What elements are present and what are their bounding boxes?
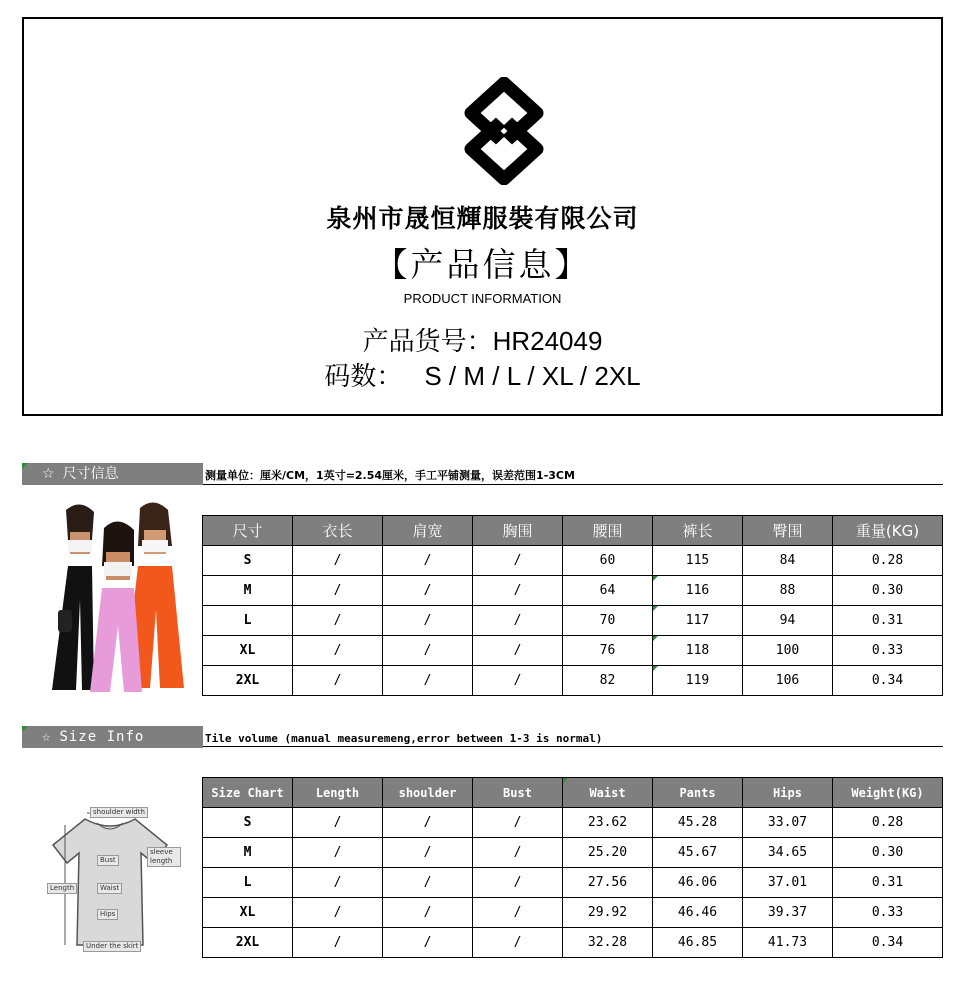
dress-outline-icon (35, 805, 185, 955)
company-name: 泉州市晟恒輝服裝有限公司 (326, 204, 639, 233)
en-measure-note: Tile volume (manual measuremeng,error between 1-3 is normal) (205, 732, 603, 745)
table-cell: / (293, 666, 383, 696)
product-info-card (22, 17, 943, 416)
header-cell: Size Chart (203, 778, 293, 808)
table-cell: / (473, 838, 563, 868)
cell-text: Waist (589, 785, 626, 800)
size-range-label: 码数： (324, 361, 403, 391)
table-cell: / (473, 666, 563, 696)
cell-marker-icon (653, 666, 658, 671)
table-cell: 25.20 (563, 838, 653, 868)
section-title: 【产品信息】 (374, 245, 591, 284)
bust-label: Bust (97, 855, 119, 866)
table-cell: 82 (563, 666, 653, 696)
table-cell: 33.07 (743, 808, 833, 838)
cn-section-bar (22, 463, 203, 485)
sleeve-label: sleeve length (147, 847, 181, 867)
table-cell: / (383, 546, 473, 576)
table-cell (653, 666, 743, 696)
table-cell: / (473, 808, 563, 838)
table-cell: / (293, 868, 383, 898)
table-cell: / (473, 928, 563, 958)
measurement-diagram (35, 805, 185, 955)
size-cell: L (203, 606, 293, 636)
cell-marker-icon (653, 606, 658, 611)
table-cell: 0.33 (833, 636, 943, 666)
cell-marker-icon (22, 726, 28, 732)
table-cell: 0.28 (833, 546, 943, 576)
star-icon: ☆ (42, 466, 55, 482)
table-cell (653, 576, 743, 606)
header-cell: 重量(KG) (833, 516, 943, 546)
table-header-row (203, 778, 943, 808)
header-cell: 尺寸 (203, 516, 293, 546)
size-cell: S (203, 546, 293, 576)
table-cell: 37.01 (743, 868, 833, 898)
cell-marker-icon (22, 463, 28, 469)
table-row (203, 898, 943, 928)
table-cell: 0.34 (833, 666, 943, 696)
cell-text: 116 (685, 583, 710, 598)
table-cell: 29.92 (563, 898, 653, 928)
cell-text: 117 (685, 613, 710, 628)
header-cell: 胸围 (473, 516, 563, 546)
table-cell: / (293, 838, 383, 868)
table-row (203, 838, 943, 868)
waist-label: Waist (97, 883, 122, 894)
table-row (203, 928, 943, 958)
cn-note-rule (203, 484, 943, 485)
header-cell: 臀围 (743, 516, 833, 546)
cell-marker-icon (563, 778, 568, 783)
table-row (203, 606, 943, 636)
table-cell: / (383, 606, 473, 636)
table-cell: / (383, 636, 473, 666)
cn-size-table (202, 515, 943, 696)
length-label: Length (47, 883, 77, 894)
size-cell: L (203, 868, 293, 898)
header-cell: Length (293, 778, 383, 808)
table-cell: 0.33 (833, 898, 943, 928)
table-cell: / (383, 666, 473, 696)
header-cell: 衣长 (293, 516, 383, 546)
table-cell: 46.46 (653, 898, 743, 928)
table-cell: / (383, 928, 473, 958)
table-cell: / (473, 898, 563, 928)
table-row (203, 808, 943, 838)
en-note-rule (203, 746, 943, 747)
subtitle: PRODUCT INFORMATION (403, 291, 562, 306)
size-cell: M (203, 838, 293, 868)
table-cell: 23.62 (563, 808, 653, 838)
table-header-row (203, 516, 943, 546)
table-cell: / (383, 808, 473, 838)
table-row (203, 868, 943, 898)
table-cell: / (293, 898, 383, 928)
size-cell: 2XL (203, 666, 293, 696)
table-cell: / (473, 868, 563, 898)
table-cell: 70 (563, 606, 653, 636)
table-cell (653, 636, 743, 666)
table-cell: 94 (743, 606, 833, 636)
cn-section-title: 尺寸信息 (62, 466, 119, 482)
hips-label: Hips (97, 909, 118, 920)
table-cell: / (383, 868, 473, 898)
header-cell: Bust (473, 778, 563, 808)
cell-marker-icon (653, 576, 658, 581)
table-cell: 0.31 (833, 606, 943, 636)
table-cell: 46.06 (653, 868, 743, 898)
models-photo (44, 500, 194, 696)
table-cell: 60 (563, 546, 653, 576)
size-cell: 2XL (203, 928, 293, 958)
cell-text: 119 (685, 673, 710, 688)
table-cell: 0.31 (833, 868, 943, 898)
table-cell: 27.56 (563, 868, 653, 898)
en-size-table (202, 777, 943, 958)
table-cell: / (293, 928, 383, 958)
table-row (203, 636, 943, 666)
en-section-title: Size Info (59, 729, 145, 745)
star-icon: ☆ (42, 729, 52, 745)
table-row (203, 576, 943, 606)
table-cell: 34.65 (743, 838, 833, 868)
table-cell: / (473, 546, 563, 576)
table-cell: / (383, 898, 473, 928)
table-cell: 45.28 (653, 808, 743, 838)
table-cell: 106 (743, 666, 833, 696)
table-cell: 41.73 (743, 928, 833, 958)
header-cell: shoulder (383, 778, 473, 808)
table-row (203, 546, 943, 576)
under-skirt-label: Under the skirt (83, 941, 141, 952)
header-cell: 裤长 (653, 516, 743, 546)
table-cell: / (293, 606, 383, 636)
size-cell: XL (203, 898, 293, 928)
shoulder-label: shoulder width (90, 807, 148, 818)
table-cell: 100 (743, 636, 833, 666)
size-range-value: S / M / L / XL / 2XL (424, 361, 641, 391)
item-number: 产品货号：HR24049 (362, 326, 603, 356)
table-cell: 39.37 (743, 898, 833, 928)
size-range (24, 356, 941, 393)
table-cell: 45.67 (653, 838, 743, 868)
table-cell: / (293, 576, 383, 606)
table-cell: 0.34 (833, 928, 943, 958)
table-cell: 0.30 (833, 576, 943, 606)
cn-measure-note: 测量单位：厘米/CM，1英寸=2.54厘米，手工平铺测量，误差范围1-3CM (205, 469, 575, 482)
header-cell (563, 778, 653, 808)
table-cell: 88 (743, 576, 833, 606)
table-cell: / (293, 546, 383, 576)
table-cell: 32.28 (563, 928, 653, 958)
table-cell: / (473, 606, 563, 636)
header-cell: 肩宽 (383, 516, 473, 546)
en-section-bar (22, 726, 203, 748)
table-cell: / (293, 636, 383, 666)
cell-marker-icon (653, 636, 658, 641)
header-cell: Hips (743, 778, 833, 808)
size-cell: XL (203, 636, 293, 666)
table-cell: / (293, 808, 383, 838)
table-cell: / (473, 636, 563, 666)
header-cell: Weight(KG) (833, 778, 943, 808)
size-cell: M (203, 576, 293, 606)
size-cell: S (203, 808, 293, 838)
table-cell: / (383, 576, 473, 606)
table-cell: 84 (743, 546, 833, 576)
table-cell: / (383, 838, 473, 868)
table-cell (653, 606, 743, 636)
sh-monogram-logo-icon (461, 77, 547, 185)
table-cell: 46.85 (653, 928, 743, 958)
table-row (203, 666, 943, 696)
table-cell: 0.30 (833, 838, 943, 868)
table-cell: 64 (563, 576, 653, 606)
header-cell: Pants (653, 778, 743, 808)
table-cell: 0.28 (833, 808, 943, 838)
table-cell: / (473, 576, 563, 606)
cell-text: 118 (685, 643, 710, 658)
table-cell: 76 (563, 636, 653, 666)
table-cell: 115 (653, 546, 743, 576)
header-cell: 腰围 (563, 516, 653, 546)
